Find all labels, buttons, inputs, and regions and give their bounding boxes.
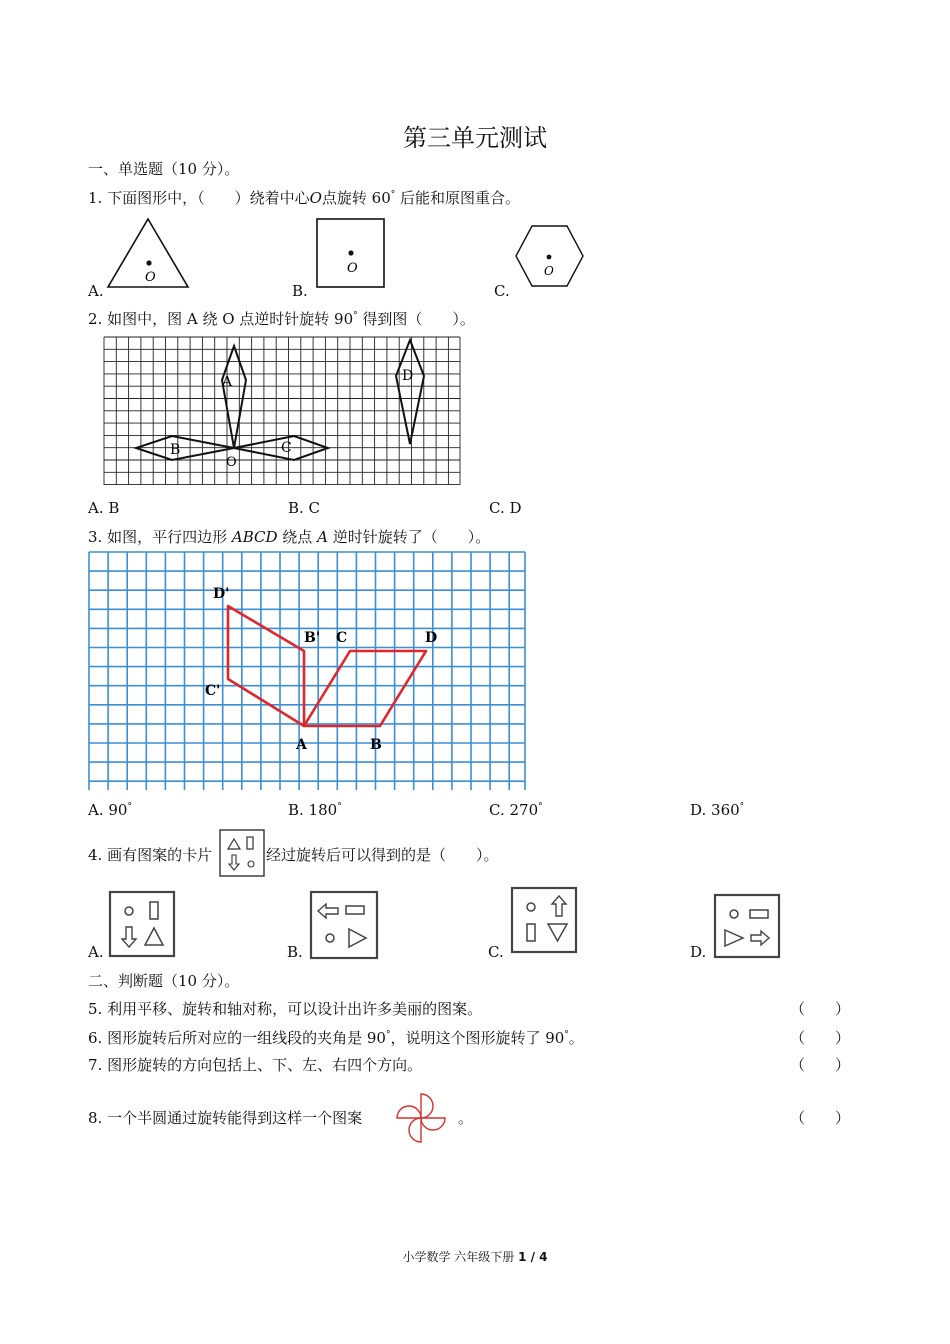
triangle-icon — [548, 924, 567, 941]
q1-square-figure — [310, 215, 400, 295]
label-d: D — [402, 368, 414, 384]
card-border — [110, 892, 174, 956]
q3-option-b[interactable] — [288, 801, 342, 819]
arrow-right-icon — [751, 931, 769, 945]
q3-var: ABCD — [231, 528, 278, 546]
semicircle-bottom — [409, 1118, 421, 1142]
q1-option-a[interactable]: A. — [88, 282, 104, 300]
rectangle-icon — [247, 837, 253, 849]
triangle-icon — [725, 930, 743, 946]
q1-hexagon-figure — [510, 222, 590, 292]
label-a: A — [222, 374, 233, 390]
q1-text-c: 后能和原图重合。 — [395, 189, 521, 207]
circle-icon — [527, 903, 535, 911]
q1-option-c[interactable]: C. — [494, 282, 510, 300]
q3-option-b-label: B. 180 — [288, 801, 338, 819]
q1-text-a: 1. 下面图形中，（ ）绕着中心 — [88, 189, 310, 207]
q5-answer-paren[interactable]: （ ） — [790, 1000, 851, 1018]
q2-deg: ° — [353, 311, 358, 321]
card-border — [311, 892, 377, 958]
q3-text-b: 绕点 — [282, 528, 313, 546]
center-dot — [547, 255, 552, 260]
parallelogram-abcd — [304, 651, 426, 726]
q4-card-d — [713, 893, 781, 959]
label-d-prime: D' — [213, 586, 230, 602]
shape-d — [396, 340, 424, 444]
q3-grid-lines — [89, 552, 525, 790]
label-c: C — [281, 440, 292, 456]
arrow-up-icon — [552, 896, 566, 916]
q2-option-a[interactable]: A. B — [88, 499, 120, 517]
question-3 — [88, 526, 490, 547]
deg: ° — [337, 802, 342, 812]
circle-icon — [730, 910, 738, 918]
q1-deg: ° — [390, 190, 396, 200]
circle-icon — [248, 861, 254, 867]
q2-grid-figure — [103, 336, 463, 488]
deg: ° — [739, 802, 745, 812]
center-dot — [348, 250, 353, 255]
circle-icon — [326, 934, 334, 942]
q1-option-b[interactable]: B. — [292, 282, 308, 300]
card-border — [512, 888, 576, 952]
page-number: 1 / 4 — [518, 1250, 548, 1264]
label-c-prime: C' — [205, 683, 221, 699]
card-border — [715, 895, 779, 957]
rectangle-icon — [750, 910, 768, 918]
question-4-text-a: 4. 画有图案的卡片 — [88, 846, 213, 864]
q3-labels — [205, 586, 437, 753]
label-b: B — [370, 737, 382, 753]
question-5: 5. 利用平移、旋转和轴对称，可以设计出许多美丽的图案。 — [88, 1000, 483, 1018]
q3-grid-figure — [88, 551, 528, 793]
q3-option-d[interactable] — [690, 801, 744, 819]
center-label: O — [145, 270, 156, 285]
triangle-icon — [145, 928, 163, 945]
semicircle-top — [421, 1094, 433, 1118]
label-b: B — [170, 442, 181, 458]
question-2 — [88, 308, 475, 329]
label-o: O — [226, 455, 237, 470]
center-dot — [146, 260, 151, 265]
card-border — [220, 830, 264, 876]
q2-text-a: 2. 如图中，图 A 绕 O 点逆时针旋转 90 — [88, 310, 354, 328]
semicircle-right — [421, 1118, 445, 1130]
q3-text-c: 逆时针旋转了（ ）。 — [332, 528, 491, 546]
label-d: D — [425, 630, 438, 646]
q4-option-b[interactable]: B. — [287, 943, 303, 961]
q3-var2: A — [317, 528, 328, 546]
rectangle-icon — [150, 902, 158, 919]
q1-var: O — [309, 189, 322, 207]
deg: ° — [127, 802, 132, 812]
q1-triangle-figure — [100, 215, 200, 295]
q8-answer-paren[interactable]: （ ） — [790, 1109, 851, 1127]
q3-option-d-label: D. 360 — [690, 801, 740, 819]
page-title: 第三单元测试 — [403, 124, 547, 152]
question-8-text-b: 。 — [458, 1109, 474, 1127]
center-label: O — [347, 261, 358, 276]
question-6 — [88, 1027, 584, 1048]
arrow-down-icon — [122, 927, 136, 947]
q2-grid-lines — [104, 337, 460, 485]
rectangle-icon — [346, 906, 364, 914]
q3-option-a-label: A. 90 — [88, 801, 128, 819]
q4-card-a — [108, 890, 176, 958]
q6-deg-2: ° — [564, 1030, 569, 1040]
q4-reference-card — [219, 829, 265, 877]
deg: ° — [538, 802, 543, 812]
q2-text-b: 得到图（ ）。 — [357, 310, 475, 328]
center-label: O — [544, 264, 554, 278]
label-c: C — [336, 630, 348, 646]
label-a: A — [296, 737, 307, 753]
q3-option-a[interactable] — [88, 801, 132, 819]
q6-text-c: 。 — [568, 1029, 584, 1047]
footer-text: 小学数学 六年级下册 — [402, 1250, 519, 1264]
label-b-prime: B' — [304, 630, 321, 646]
pinwheel-icon — [397, 1094, 445, 1142]
q6-deg: ° — [385, 1030, 391, 1040]
q3-text-a: 3. 如图，平行四边形 — [88, 528, 228, 546]
q7-answer-paren[interactable]: （ ） — [790, 1056, 851, 1074]
q2-option-b[interactable]: B. C — [288, 499, 321, 517]
q4-card-b — [309, 890, 379, 960]
q3-option-c-label: C. 270 — [489, 801, 539, 819]
arrow-left-icon — [318, 904, 338, 918]
q6-answer-paren[interactable]: （ ） — [790, 1029, 851, 1047]
section-judgement: 二、判断题（10 分）。 — [88, 972, 240, 990]
semicircle-left — [397, 1106, 421, 1118]
question-4-text-b: 经过旋转后可以得到的是（ ）。 — [266, 846, 499, 864]
q2-option-c[interactable]: C. D — [489, 499, 522, 517]
q8-pinwheel-figure — [388, 1090, 454, 1146]
question-1 — [88, 187, 520, 208]
q1-text-b: 点旋转 60 — [321, 189, 391, 207]
q4-option-c[interactable]: C. — [488, 943, 504, 961]
arrow-down-icon — [229, 855, 239, 870]
question-7: 7. 图形旋转的方向包括上、下、左、右四个方向。 — [88, 1056, 423, 1074]
triangle-icon — [349, 929, 366, 947]
q3-option-c[interactable] — [489, 801, 543, 819]
circle-icon — [125, 907, 133, 915]
triangle-icon — [228, 839, 240, 849]
q4-option-d[interactable]: D. — [690, 943, 707, 961]
rectangle-icon — [527, 924, 535, 941]
q6-text-b: ，说明这个图形旋转了 90 — [390, 1029, 565, 1047]
page-footer — [0, 1248, 950, 1265]
q4-option-a[interactable]: A. — [88, 943, 104, 961]
section-single-choice: 一、单选题（10 分）。 — [88, 160, 240, 178]
question-8-text-a: 8. 一个半圆通过旋转能得到这样一个图案 — [88, 1109, 363, 1127]
q6-text-a: 6. 图形旋转后所对应的一组线段的夹角是 90 — [88, 1029, 386, 1047]
q4-card-c — [510, 886, 578, 954]
